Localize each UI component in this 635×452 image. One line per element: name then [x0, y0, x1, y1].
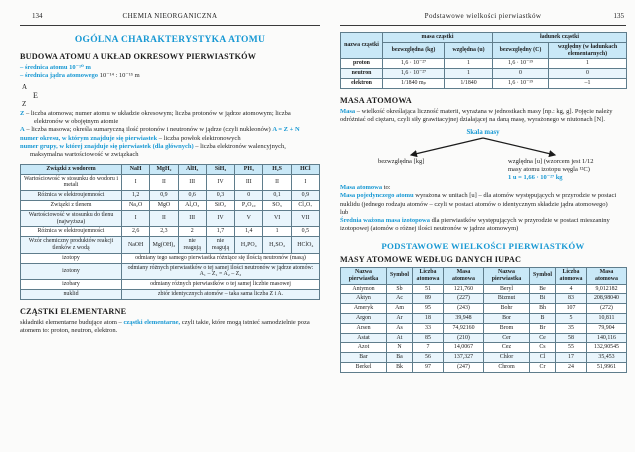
nuclide-element-symbol: E: [33, 90, 38, 100]
table-row: [341, 69, 627, 79]
cell: 1,6 · 10⁻²⁷: [383, 59, 445, 69]
cell: Bar: [341, 353, 387, 363]
cell: Al₂O₃: [178, 201, 206, 211]
cell: nie reagują: [178, 237, 206, 254]
cell: 2,3: [150, 227, 178, 237]
period-text: – liczba powłok elektronowych: [157, 134, 241, 142]
cell: I: [122, 210, 150, 227]
cell: 1,4: [235, 227, 263, 237]
right-head-rule: [340, 25, 626, 26]
cell: Wartościowość w stosunku do wodoru i metali: [21, 174, 122, 191]
mass-definition-paragraph: [340, 108, 626, 124]
cell: 1: [445, 69, 493, 79]
table-row: [341, 294, 627, 304]
cell: 7: [413, 343, 444, 353]
cell: 51: [413, 284, 444, 294]
cell: Cr: [530, 362, 556, 372]
group-definition: [20, 143, 320, 159]
cell: Bh: [530, 304, 556, 314]
table-row: [21, 201, 320, 211]
cell: 55: [556, 343, 587, 353]
header-cell: MgH₂: [150, 164, 178, 174]
cell: I: [291, 174, 319, 191]
absolute-charge-header: bezwzględny (C): [493, 42, 549, 59]
cell: 85: [413, 333, 444, 343]
cell: 208,98040: [587, 294, 627, 304]
cell: Ac: [387, 294, 413, 304]
group-text: – liczba elektronów walencyjnych, maksymalna wartościowość w związkach: [30, 142, 286, 158]
cell: 79,904: [587, 323, 627, 333]
cell: 0,1: [263, 191, 291, 201]
mass-term: Masa: [340, 107, 356, 115]
cell: Argon: [341, 313, 387, 323]
cell: 83: [556, 294, 587, 304]
cell: 95: [413, 304, 444, 314]
cell: izotopy: [21, 253, 122, 263]
particles-text-before: składniki elementarne budujące atom –: [20, 318, 124, 326]
relative-mass-header: względna (u): [445, 42, 493, 59]
cell: At: [387, 333, 413, 343]
cell: Bi: [530, 294, 556, 304]
absolute-scale-label: bezwzględna [kg]: [378, 157, 425, 165]
left-running-title: CHEMIA NIEORGANICZNA: [122, 12, 218, 20]
table-row: [341, 78, 627, 88]
header-cell: Masa atomowa: [444, 268, 484, 285]
header-cell: NaH: [122, 164, 150, 174]
cell: Cez: [484, 343, 530, 353]
nucleus-diameter-line: [20, 72, 320, 80]
table-row: [341, 323, 627, 333]
right-page-number: 135: [613, 12, 624, 20]
cell: 0,3: [206, 191, 234, 201]
cell: Cs: [530, 343, 556, 353]
section-heading-budowa: BUDOWA ATOMU A UKŁAD OKRESOWY PIERWIASTKÓW: [20, 52, 257, 61]
table-row: [341, 313, 627, 323]
cell: 1,6 · 10⁻¹⁹: [493, 78, 549, 88]
cell: (227): [444, 294, 484, 304]
cell: Ba: [387, 353, 413, 363]
cell: H₂SO₄: [263, 237, 291, 254]
table-row: [21, 263, 320, 280]
cell: 0: [549, 69, 627, 79]
cell: 1: [549, 59, 627, 69]
cell: Brom: [484, 323, 530, 333]
cell: Bizmut: [484, 294, 530, 304]
header-cell: Symbol: [530, 268, 556, 285]
mass-scale-title: Skala masy: [466, 128, 500, 136]
table-row: [341, 304, 627, 314]
cell: HClO₄: [291, 237, 319, 254]
cell: 35,453: [587, 353, 627, 363]
table-row: [21, 210, 320, 227]
cell: 0: [235, 191, 263, 201]
cell: Br: [530, 323, 556, 333]
cell: 89: [413, 294, 444, 304]
cell: odmiany tego samego pierwiastka różniące się ilością neutronów (masą): [122, 253, 320, 263]
iupac-table-heading: MASY ATOMOWE WEDŁUG DANYCH IUPAC: [340, 255, 522, 265]
nucleus-diameter-term: – średnica jądra atomowego: [20, 72, 99, 80]
cell: Berkel: [341, 362, 387, 372]
relative-scale-label: [508, 158, 626, 182]
cell: NaOH: [122, 237, 150, 254]
cell: 10,811: [587, 313, 627, 323]
cell: 74,92160: [444, 323, 484, 333]
cell: MgO: [150, 201, 178, 211]
header-cell: H₂S: [263, 164, 291, 174]
header-cell: Nazwa pierwiastka: [484, 268, 530, 285]
cell: Na₂O: [122, 201, 150, 211]
definition-a: [20, 126, 320, 134]
cell: IV: [206, 174, 234, 191]
unit-conversion-formula: 1 u = 1,66 · 10⁻²⁷ kg: [508, 174, 563, 182]
nuclide-notation: [22, 83, 320, 108]
cell: SiO₂: [206, 201, 234, 211]
relative-scale-line1: względna [u] (wzorcem jest 1/12: [508, 157, 594, 165]
cell: 1,6 · 10⁻²⁷: [383, 69, 445, 79]
right-running-title: Podstawowe wielkości pierwiastków: [424, 12, 542, 20]
header-cell: Liczba atomowa: [556, 268, 587, 285]
table-row: [21, 191, 320, 201]
mass-scale-diagram: [340, 129, 626, 182]
cell: III: [235, 174, 263, 191]
cell: (247): [444, 362, 484, 372]
header-cell: Masa atomowa: [587, 268, 627, 285]
table-row: [341, 284, 627, 294]
period-definition: [20, 135, 320, 143]
cell: Różnica w elektroujemności: [21, 227, 122, 237]
cell: III: [178, 210, 206, 227]
cell: 58: [556, 333, 587, 343]
cell: P₄O₁₀: [235, 201, 263, 211]
table-row: [21, 237, 320, 254]
cell: 1: [263, 227, 291, 237]
cell: izotony: [21, 263, 122, 280]
cell: odmiany różnych pierwiastków o tej samej ilości neutronów w jądrze atomów: A₁ – Z₁ = A₂ – Z₂: [122, 263, 320, 280]
mass-group-header: masa cząstki: [383, 33, 493, 43]
table-row: [341, 362, 627, 372]
cell: Cer: [484, 333, 530, 343]
header-cell: SiH₄: [206, 164, 234, 174]
mass-text: – wielkość określająca liczność materii, wyrażana w jednostkach masy [np.: kg, g]. Pojęcie należy odróżniać od ciężaru, czyli siły grawitacyjnej działającej na daną masę, wyrażonego w niutonach [N].: [340, 107, 613, 123]
group-term: numer grupy, w której znajduje się pierwiastek (dla głównych): [20, 142, 194, 150]
left-head-rule: [20, 25, 320, 26]
cell: B: [530, 313, 556, 323]
cell: Be: [530, 284, 556, 294]
cell: 97: [413, 362, 444, 372]
weighted-isotope-term: Średnia ważona masa izotopowa: [340, 216, 430, 224]
cell: III: [178, 174, 206, 191]
cell: Chlor: [484, 353, 530, 363]
section-heading-czastki: CZĄSTKI ELEMENTARNE: [20, 306, 127, 316]
cell: 132,90545: [587, 343, 627, 353]
cell: II: [150, 210, 178, 227]
relative-charge-header: względny (w ładunkach elementarnych): [549, 42, 627, 59]
right-page: [340, 12, 626, 373]
atomic-mass-intro: [340, 184, 626, 192]
cell: 1,2: [122, 191, 150, 201]
header-cell: HCl: [291, 164, 319, 174]
scale-branch-arrows-icon: [383, 136, 583, 158]
header-cell: Związki z wodorem: [21, 164, 122, 174]
cell: 14,0067: [444, 343, 484, 353]
absolute-mass-header: bezwzględna (kg): [383, 42, 445, 59]
cell: Wartościowość w stosunku do tlenu (najwyższa): [21, 210, 122, 227]
cell: II: [150, 174, 178, 191]
table-row: [341, 59, 627, 69]
cell: Wzór chemiczny produktów reakcji tlenków z wodą: [21, 237, 122, 254]
cell: I: [122, 174, 150, 191]
chapter-title: OGÓLNA CHARAKTERYSTYKA ATOMU: [74, 35, 266, 45]
header-cell: PH₃: [235, 164, 263, 174]
cell: H₃PO₄: [235, 237, 263, 254]
hydrogen-compounds-table: [20, 164, 320, 300]
cell: –1: [549, 78, 627, 88]
scale-branches: [340, 158, 626, 182]
cell: Astat: [341, 333, 387, 343]
cell: 0,5: [291, 227, 319, 237]
particle-table-sub-header-row: [341, 42, 627, 59]
nuclide-mass-number: A: [22, 82, 28, 91]
cell: 1: [445, 59, 493, 69]
cell: Ar: [387, 313, 413, 323]
cell: 24: [556, 362, 587, 372]
single-atom-mass-paragraph: [340, 192, 626, 208]
atom-diameter-line: – średnica atomu 10⁻¹⁰ m: [20, 64, 91, 71]
left-page-number: 134: [32, 12, 43, 20]
cell: izobary: [21, 280, 122, 290]
cell: 107: [556, 304, 587, 314]
weighted-isotope-mass-paragraph: [340, 217, 626, 233]
cell: Chrom: [484, 362, 530, 372]
particle-name-header: nazwa cząstki: [341, 33, 383, 59]
relative-scale-line2: masy atomu izotopu węgla ¹²C): [508, 166, 590, 174]
cell: (243): [444, 304, 484, 314]
or-connector: lub: [340, 208, 349, 216]
table-row: [21, 174, 320, 191]
elementary-particles-paragraph: [20, 319, 320, 335]
cell: IV: [206, 210, 234, 227]
particle-table-group-header-row: [341, 33, 627, 43]
cell: Arsen: [341, 323, 387, 333]
cell: (272): [587, 304, 627, 314]
cell: 1,7: [206, 227, 234, 237]
cell: 51,9961: [587, 362, 627, 372]
cell: Mg(OH)₂: [150, 237, 178, 254]
cell: N: [387, 343, 413, 353]
table-header-row: [341, 268, 627, 285]
cell: 0: [493, 69, 549, 79]
iupac-atomic-masses-table: [340, 267, 627, 373]
table-row: [21, 253, 320, 263]
table-row: [21, 289, 320, 299]
particles-text-after: czyli takie, które mogą istnieć samodzielnie poza atomem to: proton, neutron, elektron.: [20, 318, 310, 334]
cell: nie reagują: [206, 237, 234, 254]
cell: 35: [556, 323, 587, 333]
table-row: [341, 343, 627, 353]
header-cell: Liczba atomowa: [413, 268, 444, 285]
header-cell: Symbol: [387, 268, 413, 285]
cell: V: [235, 210, 263, 227]
definition-z-text: – liczba atomowa; numer atomu w układzie okresowym; liczba protonów w jądrze atomowym; liczba elektronów w obojętnym atomie: [24, 110, 291, 126]
cell: 140,116: [587, 333, 627, 343]
table-row: [341, 333, 627, 343]
cell: Bor: [484, 313, 530, 323]
particles-term: cząstki elementarne,: [123, 318, 181, 326]
table-header-row: [21, 164, 320, 174]
left-page: [20, 12, 320, 335]
cell: 2,6: [122, 227, 150, 237]
cell: proton: [341, 59, 383, 69]
cell: II: [263, 174, 291, 191]
cell: Aktyn: [341, 294, 387, 304]
cell: 0,6: [178, 191, 206, 201]
cell: Ameryk: [341, 304, 387, 314]
cell: 4: [556, 284, 587, 294]
cell: zbiór identycznych atomów – taka sama liczba Z i A.: [122, 289, 320, 299]
cell: Bohr: [484, 304, 530, 314]
header-cell: AlH₃: [178, 164, 206, 174]
cell: Antymon: [341, 284, 387, 294]
cell: 9,012182: [587, 284, 627, 294]
cell: 1,6 · 10⁻¹⁹: [493, 59, 549, 69]
table-row: [341, 353, 627, 363]
cell: 2: [178, 227, 206, 237]
cell: 5: [556, 313, 587, 323]
table-row: [21, 227, 320, 237]
cell: 33: [413, 323, 444, 333]
cell: 17: [556, 353, 587, 363]
cell: 121,760: [444, 284, 484, 294]
nuclide-atomic-number: Z: [22, 100, 27, 109]
left-running-head: [20, 12, 320, 23]
cell: 137,327: [444, 353, 484, 363]
charge-group-header: ładunek cząstki: [493, 33, 627, 43]
definition-z-term: Z: [20, 110, 25, 118]
single-atom-mass-term: Masa pojedynczego atomu: [340, 192, 414, 200]
atomic-mass-intro-text: to:: [382, 184, 391, 192]
cell: 56: [413, 353, 444, 363]
right-running-head: [340, 12, 626, 23]
cell: 39,948: [444, 313, 484, 323]
nucleus-diameter-value: 10⁻¹⁴ : 10⁻¹⁵ m: [98, 72, 140, 80]
particle-properties-table: [340, 32, 627, 89]
cell: (210): [444, 333, 484, 343]
section-heading-masa-atomowa: MASA ATOMOWA: [340, 95, 412, 105]
cell: 1/1840 mₚ: [383, 78, 445, 88]
atomic-mass-term: Masa atomowa: [340, 184, 383, 192]
cell: odmiany różnych pierwiastków o tej samej liczbie masowej: [122, 280, 320, 290]
cell: Różnica w elektroujemności: [21, 191, 122, 201]
cell: Am: [387, 304, 413, 314]
cell: Beryl: [484, 284, 530, 294]
cell: 0,9: [291, 191, 319, 201]
definition-a-term: A: [20, 126, 25, 134]
cell: elektron: [341, 78, 383, 88]
cell: Związki z tlenem: [21, 201, 122, 211]
table-row: [21, 280, 320, 290]
cell: VII: [291, 210, 319, 227]
cell: 18: [413, 313, 444, 323]
cell: SO₃: [263, 201, 291, 211]
cell: Sb: [387, 284, 413, 294]
weighted-isotope-text: dla pierwiastków występujących w przyrodzie w postaci mieszaniny izotopowej (atomów o różnej ilości neutronów w jądrze atomowym): [340, 216, 610, 232]
cell: Cl₂O₇: [291, 201, 319, 211]
cell: nuklid: [21, 289, 122, 299]
single-atom-mass-text: wyrażona w unitach [u] – dla atomów występujących w przyrodzie w postaci nuklidu (jednego rodzaju atomów – czyli w postaci atomów o identycznym składzie jądra atomowego): [340, 192, 617, 208]
definition-a-formula: A = Z + N: [272, 126, 300, 134]
cell: Bk: [387, 362, 413, 372]
definition-z: [20, 110, 320, 126]
cell: As: [387, 323, 413, 333]
cell: Ce: [530, 333, 556, 343]
cell: VI: [263, 210, 291, 227]
definition-a-text: – liczba masowa; określa sumaryczną ilość protonów i neutronów w jądrze (czyli nukleonów): [24, 126, 273, 134]
cell: neutron: [341, 69, 383, 79]
cell: Azot: [341, 343, 387, 353]
section-title-wielkosci: PODSTAWOWE WIELKOŚCI PIERWIASTKÓW: [381, 241, 585, 252]
period-term: numer okresu, w którym znajduje się pierwiastek: [20, 134, 158, 142]
cell: Cl: [530, 353, 556, 363]
cell: 1/1840: [445, 78, 493, 88]
header-cell: Nazwa pierwiastka: [341, 268, 387, 285]
cell: 0,9: [150, 191, 178, 201]
